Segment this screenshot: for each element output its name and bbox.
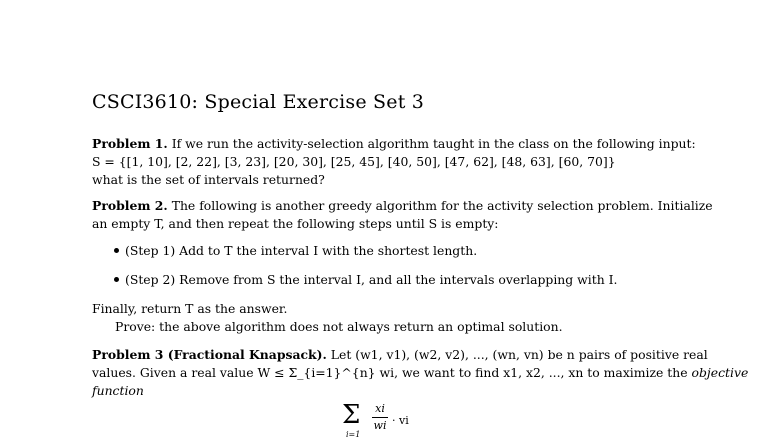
- problem-2-line-2: an empty T, and then repeat the following steps until S is empty:: [92, 216, 499, 231]
- times-value: · vi: [392, 414, 409, 427]
- problem-1-line-2: S = {[1, 10], [2, 22], [3, 23], [20, 30], [25, 45], [40, 50], [47, 62], [48, 63], [60, 70]}: [92, 154, 616, 169]
- problem-3-line-3: function: [92, 383, 144, 398]
- step-2-text: (Step 2) Remove from S the interval I, and all the intervals overlapping with I.: [125, 272, 618, 287]
- page-title: CSCI3610: Special Exercise Set 3: [92, 91, 425, 113]
- problem-2: [92, 197, 713, 233]
- fraction-numerator: xi: [375, 402, 385, 415]
- step-1-text: (Step 1) Add to T the interval I with the shortest length.: [125, 243, 478, 258]
- problem-1-label: Problem 1.: [92, 136, 168, 151]
- problem-2-conclusion: [92, 300, 694, 336]
- problem-1-line-1: If we run the activity-selection algorithm taught in the class on the following input:: [171, 136, 696, 151]
- fraction-denominator: wi: [373, 419, 387, 432]
- fraction-bar: [372, 417, 388, 418]
- bullet-icon: [114, 277, 119, 282]
- objective-word: objective: [691, 365, 749, 380]
- problem-1-line-3: what is the set of intervals returned?: [92, 172, 325, 187]
- fraction: [372, 402, 388, 433]
- prove-text: Prove: the above algorithm does not always return an optimal solution.: [115, 319, 563, 334]
- summation-subscript: i=1: [346, 430, 361, 439]
- problem-3-label: Problem 3 (Fractional Knapsack).: [92, 347, 327, 362]
- problem-3-line-1: Let (w1, v1), (w2, v2), ..., (wn, vn) be n pairs of positive real: [330, 347, 708, 362]
- summation-sign: Σ: [342, 400, 361, 430]
- problem-1: [92, 135, 694, 189]
- problem-3-line-2: values. Given a real value W ≤ Σ_{i=1}^{n} wi, we want to find x1, x2, ..., xn to maximize the: [92, 365, 688, 380]
- problem-3: [92, 346, 749, 400]
- document-page: [92, 0, 749, 441]
- step-2-item: [114, 272, 617, 287]
- objective-formula: [342, 402, 432, 441]
- problem-2-line-1: The following is another greedy algorithm for the activity selection problem. Initialize: [171, 198, 713, 213]
- finally-text: Finally, return T as the answer.: [92, 301, 288, 316]
- problem-2-label: Problem 2.: [92, 198, 168, 213]
- step-1-item: [114, 243, 477, 258]
- bullet-icon: [114, 248, 119, 253]
